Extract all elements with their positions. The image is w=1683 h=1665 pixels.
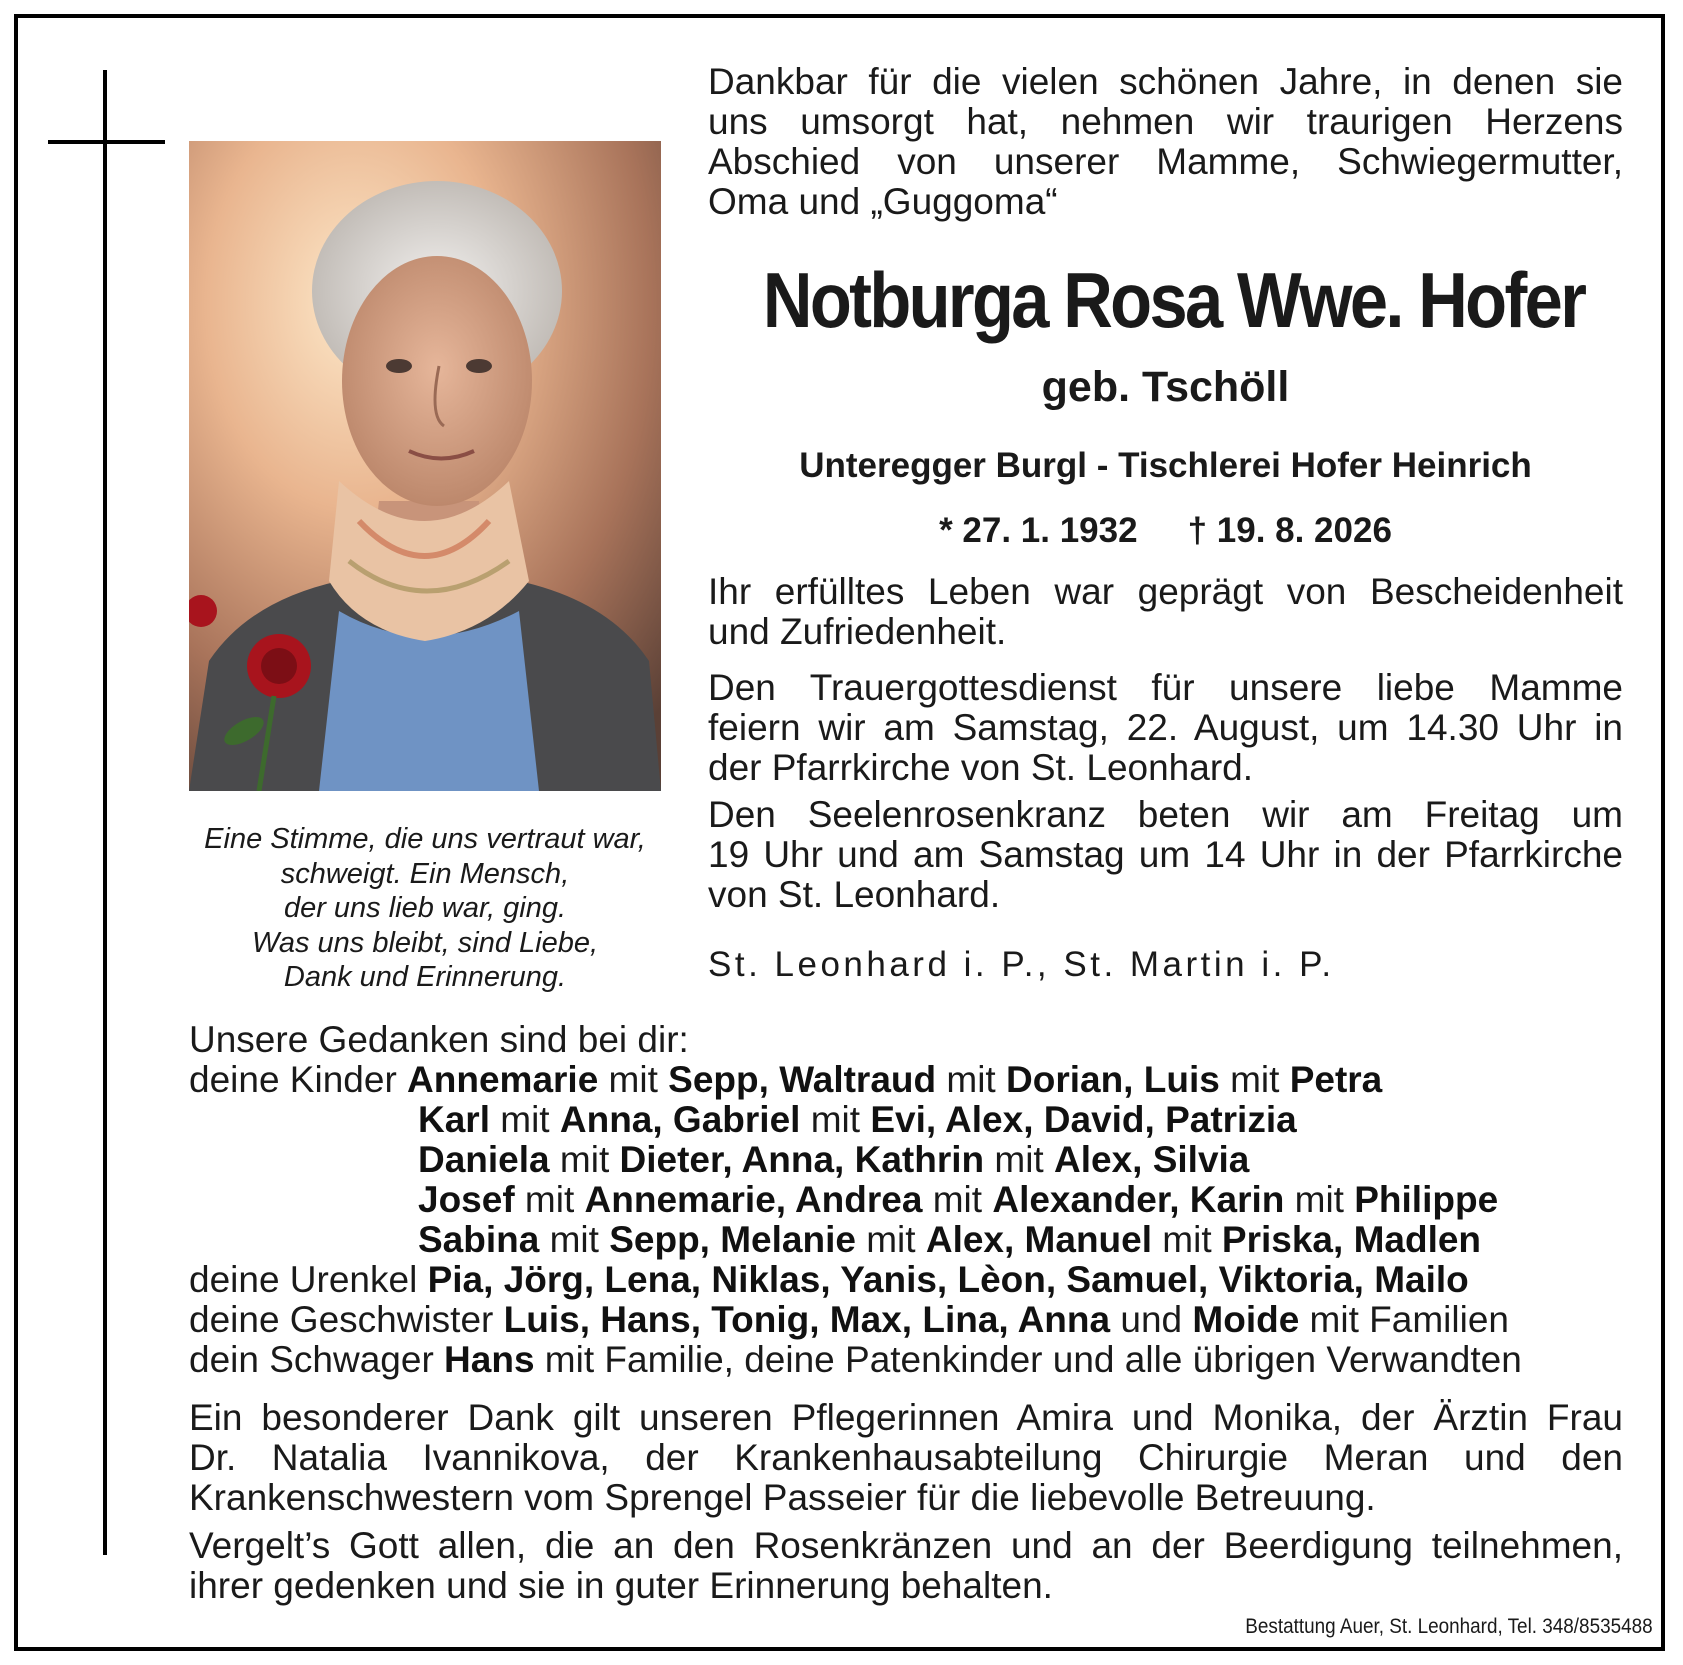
- service-line: feiern wir am Samstag, 22. August, um 14.30 Uhr in: [708, 707, 1623, 748]
- family-line-kids-3: [189, 1140, 1639, 1180]
- cross-horizontal: [48, 140, 165, 144]
- rosary-line: Den Seelenrosenkranz beten wir am Freitag um: [708, 794, 1623, 835]
- mit-word: mit: [539, 1219, 610, 1260]
- urenkel-label: deine Urenkel: [189, 1259, 428, 1300]
- family-name: Sabina: [418, 1219, 540, 1260]
- nickname: Unteregger Burgl - Tischlerei Hofer Heinrich: [799, 446, 1532, 485]
- mit-word: mit: [1152, 1219, 1222, 1260]
- family-name: Karl: [418, 1099, 490, 1140]
- family-name: Philippe: [1354, 1179, 1499, 1220]
- family-name: Evi, Alex, David, Patrizia: [870, 1099, 1297, 1140]
- family-line-schwager: [189, 1340, 1639, 1380]
- intro-line: Dankbar für die vielen schönen Jahre, in denen sie: [708, 61, 1623, 102]
- poem-line: Dank und Erinnerung.: [283, 961, 567, 993]
- family-name: Dorian, Luis: [1006, 1059, 1220, 1100]
- und-word: und: [1110, 1299, 1193, 1340]
- deceased-name: Notburga Rosa Wwe. Hofer: [762, 256, 1585, 344]
- family-name: Josef: [418, 1179, 515, 1220]
- thanks-line: Dr. Natalia Ivannikova, der Krankenhausabteilung Chirurgie Meran und den: [189, 1437, 1623, 1478]
- family-name: Priska, Madlen: [1221, 1219, 1482, 1260]
- family-list: [189, 1020, 1639, 1380]
- life-dates: [708, 510, 1623, 552]
- kids-label: deine Kinder: [189, 1059, 408, 1100]
- mit-word: mit: [984, 1139, 1054, 1180]
- portrait-photo: [189, 141, 661, 791]
- family-line-kids-2: [189, 1100, 1639, 1140]
- mit-word: mit: [800, 1099, 871, 1140]
- mit-word: mit: [514, 1179, 585, 1220]
- intro-line: Abschied von unserer Mamme, Schwiegermutter,: [708, 141, 1623, 182]
- mit-word: mit: [936, 1059, 1006, 1100]
- rosary-line: 19 Uhr und am Samstag um 14 Uhr in der Pfarrkirche: [708, 834, 1623, 875]
- family-name: Annemarie, Andrea: [584, 1179, 923, 1220]
- family-name: Anna, Gabriel: [559, 1099, 801, 1140]
- mit-word: mit: [1219, 1059, 1290, 1100]
- family-heading: Unsere Gedanken sind bei dir:: [189, 1019, 689, 1060]
- mit-word: mit: [1284, 1179, 1355, 1220]
- mit-word: mit: [855, 1219, 926, 1260]
- schwager-label: dein Schwager: [189, 1339, 445, 1380]
- thanks-paragraph: [189, 1398, 1623, 1606]
- intro-text: [708, 62, 1623, 222]
- vergelts-line: ihrer gedenken und sie in guter Erinnerung behalten.: [189, 1565, 1053, 1606]
- siblings-tail: mit Familien: [1299, 1299, 1509, 1340]
- birth-date: * 27. 1. 1932: [939, 511, 1138, 550]
- service-paragraph: [708, 668, 1623, 788]
- family-line-siblings: [189, 1300, 1639, 1340]
- sibling-name-last: Moide: [1192, 1299, 1300, 1340]
- family-name: Daniela: [418, 1139, 550, 1180]
- intro-line: uns umsorgt hat, nehmen wir traurigen Herzens: [708, 101, 1623, 142]
- life-paragraph: [708, 572, 1623, 652]
- funeral-home-footer: Bestattung Auer, St. Leonhard, Tel. 348/8535488: [1245, 1615, 1653, 1638]
- life-line: Ihr erfülltes Leben war geprägt von Bescheidenheit: [708, 571, 1623, 612]
- poem-line: Eine Stimme, die uns vertraut war,: [204, 823, 646, 855]
- mit-word: mit: [489, 1099, 560, 1140]
- mit-word: mit: [549, 1139, 620, 1180]
- family-line-kids-1: [189, 1060, 1639, 1100]
- family-name: Alexander, Karin: [992, 1179, 1285, 1220]
- intro-line: Oma und „Guggoma“: [708, 181, 1058, 222]
- poem-line: schweigt. Ein Mensch,: [280, 857, 570, 890]
- service-line: der Pfarrkirche von St. Leonhard.: [708, 747, 1254, 788]
- life-line: und Zufriedenheit.: [708, 611, 1007, 652]
- family-name: Alex, Silvia: [1054, 1139, 1250, 1180]
- sibling-names: Luis, Hans, Tonig, Max, Lina, Anna: [503, 1299, 1111, 1340]
- birth-name: geb. Tschöll: [1041, 363, 1290, 411]
- service-line: Den Trauergottesdienst für unsere liebe Mamme: [708, 667, 1623, 708]
- vergelts-line: Vergelt’s Gott allen, die an den Rosenkränzen und an der Beerdigung teilnehmen,: [189, 1525, 1623, 1566]
- family-name: Petra: [1289, 1059, 1383, 1100]
- schwager-name: Hans: [444, 1339, 535, 1380]
- siblings-label: deine Geschwister: [189, 1299, 504, 1340]
- rosary-line: von St. Leonhard.: [708, 874, 1001, 915]
- family-name: Dieter, Anna, Kathrin: [619, 1139, 985, 1180]
- family-name: Annemarie: [407, 1059, 599, 1100]
- family-name: Sepp, Waltraud: [668, 1059, 937, 1100]
- poem-line: Was uns bleibt, sind Liebe,: [251, 926, 599, 959]
- death-date: † 19. 8. 2026: [1187, 511, 1392, 550]
- urenkel-names: Pia, Jörg, Lena, Niklas, Yanis, Lèon, Samuel, Viktoria, Mailo: [427, 1259, 1469, 1300]
- schwager-tail: mit Familie, deine Patenkinder und alle übrigen Verwandten: [534, 1339, 1522, 1380]
- thanks-line: Ein besonderer Dank gilt unseren Pflegerinnen Amira und Monika, der Ärztin Frau: [189, 1397, 1623, 1438]
- poem-line: der uns lieb war, ging.: [283, 892, 567, 924]
- cross-vertical: [103, 70, 107, 1555]
- family-name: Sepp, Melanie: [609, 1219, 856, 1260]
- memorial-poem: [175, 822, 675, 995]
- thanks-line: Krankenschwestern vom Sprengel Passeier für die liebevolle Betreuung.: [189, 1477, 1376, 1518]
- mit-word: mit: [598, 1059, 669, 1100]
- places: St. Leonhard i. P., St. Martin i. P.: [708, 945, 1335, 984]
- family-line-kids-5: [189, 1220, 1639, 1260]
- rosary-paragraph: [708, 795, 1623, 915]
- family-line-urenkel: [189, 1260, 1639, 1300]
- family-name: Alex, Manuel: [925, 1219, 1153, 1260]
- family-line-kids-4: [189, 1180, 1639, 1220]
- mit-word: mit: [922, 1179, 993, 1220]
